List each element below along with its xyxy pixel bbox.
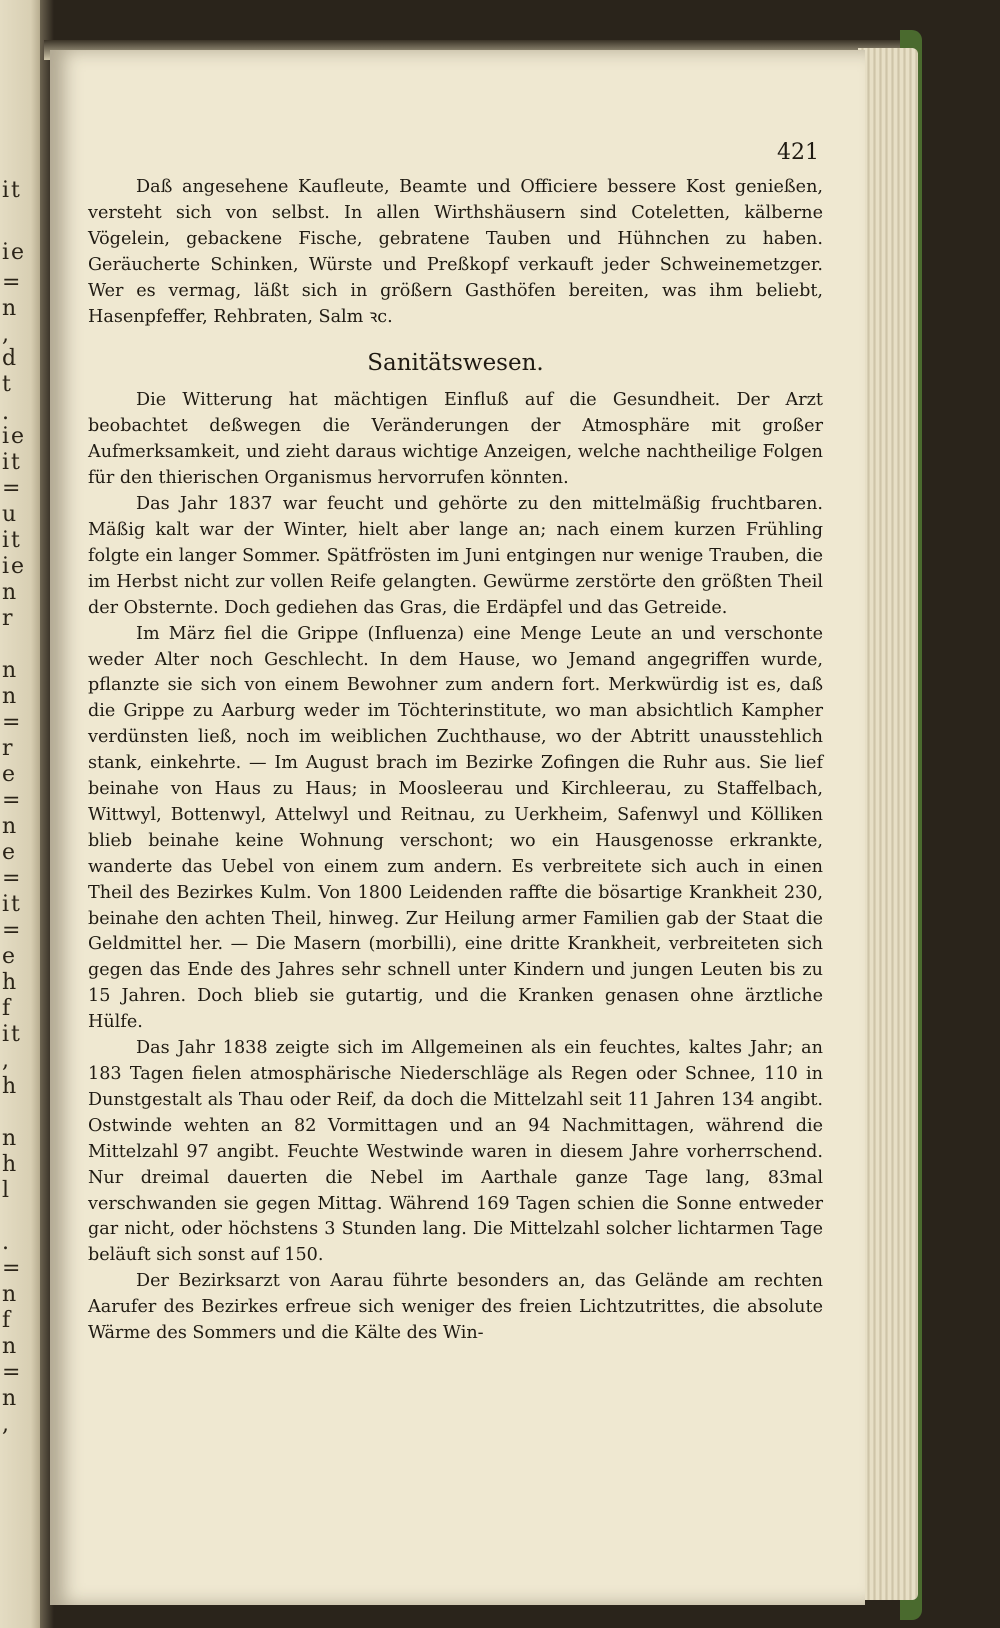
left-page-fragment: r [2,606,15,631]
left-facing-page [0,0,44,1628]
left-page-fragment: = [2,710,23,735]
left-page-fragment: e [2,840,18,865]
section-heading: Sanitätswesen. [367,350,544,377]
paragraph: Das Jahr 1838 zeigte sich im Allgemeinen als ein feuchtes, kaltes Jahr; an 183 Tagen fielen atmosphärische Niederschläge als Regen oder Schnee, 110 in Dunstgestalt als Thau oder Reif, da doch die Mittelzahl seit 11 Jahren 134 angibt. Ostwinde wehten an 82 Vormittagen und an 94 Nachmittagen, während die Mittelzahl 97 angibt. Feuchte Westwinde waren in diesem Jahre vorherrschend. Nur dreimal dauerten die Nebel im Aarthale ganze Tage lang, 83mal verschwanden sie gegen Mittag. Während 169 Tagen schien die Sonne entweder gar nicht, oder höchstens 3 Stunden lang. Die Mittelzahl solcher lichtarmen Tage beläuft sich sonst auf 150. [88,1038,823,1266]
left-page-fragment: ie [2,554,27,579]
left-page-fragment: h [2,1152,19,1177]
paragraph: Daß angesehene Kaufleute, Beamte und Officiere bessere Kost genießen, versteht sich von selbst. In allen Wirthshäusern sind Coteletten, kälberne Vögelein, gebackene Fische, gebratene Tauben und Hühnchen zu haben. Geräucherte Schinken, Würste und Preßkopf verkauft jeder Schweinemetzger. Wer es vermag, läßt sich in größern Gasthöfen bereiten, was ihm beliebt, Hasenpfeffer, Rehbraten, Salm ꝛc. [88,177,823,327]
left-page-fragment: it [2,892,22,917]
left-page-fragment: r [2,736,15,761]
left-page-fragment: n [2,580,19,605]
left-page-fragment: n [2,1334,19,1359]
left-page-fragment: , [2,322,11,347]
paragraph: Das Jahr 1837 war feucht und gehörte zu den mittelmäßig fruchtbaren. Mäßig kalt war der Winter, hielt aber lange an; nach einem kurzen Frühling folgte ein langer Sommer. Spätfrösten im Juni entgingen nur wenige Trauben, die im Herbst nicht zur vollen Reife gelangten. Gewürme zerstörte den größten Theil der Obsternte. Doch gediehen das Gras, die Erdäpfel und das Getreide. [88,494,823,618]
left-page-fragment: it [2,178,22,203]
left-page-fragment: ie [2,240,27,265]
left-page-fragment: h [2,970,19,995]
left-page-fragment: = [2,866,23,891]
left-page-fragment: h [2,1074,19,1099]
book-page [50,50,865,1605]
page-number: 421 [777,140,819,165]
left-page-fragment: , [2,1048,11,1073]
left-page-fragment: . [2,400,11,425]
paragraph: Im März fiel die Grippe (Influenza) eine Menge Leute an und verschonte weder Alter noch Geschlecht. In dem Hause, wo Jemand angegriffen wurde, pflanzte sie sich von einem Bewohner zum andern fort. Merkwürdig ist es, daß die Grippe zu Aarburg weder im Töchterinstitute, wo man absichtlich Kampher verdünsten ließ, noch im weiblichen Zuchthause, wo der Abtritt unausstehlich stank, einkehrte. — Im August brach im Bezirke Zofingen die Ruhr aus. Sie lief beinahe von Haus zu Haus; in Moosleerau und Kirchleerau, zu Staffelbach, Wittwyl, Bottenwyl, Attelwyl und Reitnau, zu Uerkheim, Safenwyl und Kölliken blieb beinahe keine Wohnung verschont; wo ein Hausgenosse erkrankte, wanderte das Uebel von einem zum andern. Es verbreitete sich auch in einen Theil des Bezirkes Kulm. Von 1800 Leidenden raffte die bösartige Krankheit 230, beinahe den achten Theil, hinweg. Zur Heilung armer Familien gab der Staat die Geldmittel her. — Die Masern (morbilli), eine dritte Krankheit, verbreiteten sich gegen das Ende des Jahres sehr schnell unter Kindern und jungen Leuten bis zu 15 Jahren. Doch blieb sie gutartig, und die Kranken genasen ohne ärztliche Hülfe. [88,623,823,1033]
left-page-fragment: = [2,788,23,813]
paragraph: Die Witterung hat mächtigen Einfluß auf die Gesundheit. Der Arzt beobachtet deßwegen die Veränderungen der Atmosphäre mit großer Aufmerksamkeit, und zieht daraus wichtige Anzeigen, welche nachtheilige Folgen für den thierischen Organismus hervorrufen könnten. [88,390,823,489]
left-page-fragment: = [2,1360,23,1385]
left-page-fragment: ie [2,424,27,449]
left-page-fragment: = [2,476,23,501]
page-body [88,175,823,1347]
left-page-fragment: n [2,814,19,839]
left-page-fragment: it [2,450,22,475]
left-page-fragment: it [2,1022,22,1047]
left-page-fragment: = [2,270,23,295]
left-page-fragment: n [2,658,19,683]
left-page-fragment: = [2,918,23,943]
left-page-fragment: it [2,528,22,553]
left-page-fragment: e [2,944,18,969]
left-page-fragment: , [2,1412,11,1437]
paragraph: Der Bezirksarzt von Aarau führte besonders an, das Gelände am rechten Aarufer des Bezirkes erfreue sich weniger des freien Lichtzutrittes, die absolute Wärme des Sommers und die Kälte des Win- [88,1271,823,1344]
left-page-fragment: n [2,1282,19,1307]
left-page-fragment: n [2,1126,19,1151]
left-page-fragment: = [2,1256,23,1281]
left-page-fragment: e [2,762,18,787]
left-page-fragment: u [2,502,19,527]
left-page-fragment: f [2,1308,13,1333]
left-page-fragment: . [2,1230,11,1255]
left-page-fragment: n [2,684,19,709]
left-page-fragment: d [2,346,19,371]
left-page-fragment: l [2,1178,12,1203]
left-page-fragment: f [2,996,13,1021]
left-page-fragment: n [2,1386,19,1411]
left-page-fragment: t [2,372,13,397]
page-stack-edges [858,48,918,1600]
left-page-fragment: n [2,296,19,321]
